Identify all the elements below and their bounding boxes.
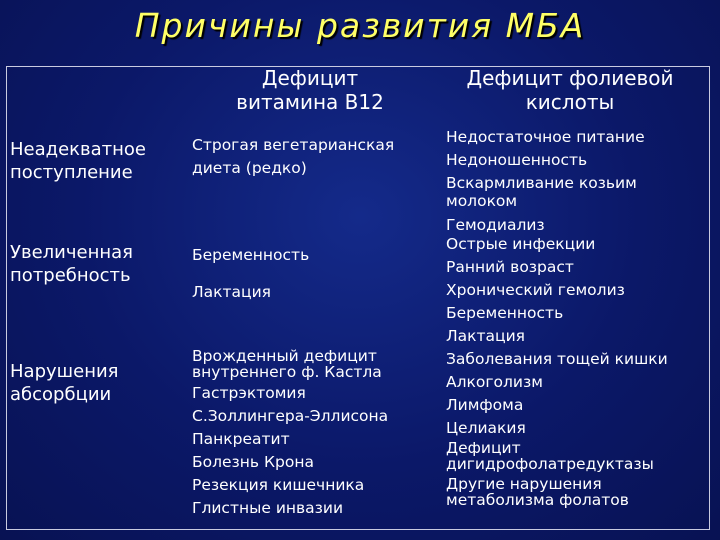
header-folate-line1: Дефицит фолиевой xyxy=(466,66,674,90)
cell-item: С.Золлингера-Эллисона xyxy=(192,407,389,425)
cell-item: Ранний возраст xyxy=(446,258,574,276)
cell-item: метаболизма фолатов xyxy=(446,491,629,509)
cell-item: Острые инфекции xyxy=(446,235,596,253)
row-label-increased-demand xyxy=(10,241,190,287)
cell-item: Другие нарушения xyxy=(446,475,602,493)
cell-item: Недоношенность xyxy=(446,151,588,169)
cell-item: Вскармливание козьим xyxy=(446,174,637,192)
cell-item: Алкоголизм xyxy=(446,373,543,391)
header-b12-line1: Дефицит xyxy=(261,66,359,90)
cell-item: диета (редко) xyxy=(192,159,307,177)
cell-b12-absorption-disorders xyxy=(192,348,432,520)
cell-item: Беременность xyxy=(446,304,564,322)
cell-folate-increased-demand xyxy=(446,233,714,348)
cell-item: внутреннего ф. Кастла xyxy=(192,363,382,381)
cell-item: Резекция кишечника xyxy=(192,476,365,494)
cell-b12-inadequate-intake xyxy=(192,134,432,180)
header-b12-deficiency xyxy=(190,66,430,114)
cell-item: Целиакия xyxy=(446,419,526,437)
row-label-line1: Нарушения xyxy=(10,361,119,382)
cell-item: молоком xyxy=(446,192,518,210)
page-title: Причины развития МБА xyxy=(134,6,586,45)
cell-item: Беременность xyxy=(192,246,310,264)
row-label-line2: абсорбции xyxy=(10,384,112,405)
cell-folate-inadequate-intake xyxy=(446,126,714,237)
row-label-inadequate-intake xyxy=(10,138,190,184)
cell-item: Гастрэктомия xyxy=(192,384,306,402)
header-folate-deficiency xyxy=(430,66,710,114)
row-label-line1: Неадекватное xyxy=(10,139,147,160)
cell-item: Врожденный дефицит xyxy=(192,347,377,365)
cell-item: Недостаточное питание xyxy=(446,128,645,146)
cell-item: Хронический гемолиз xyxy=(446,281,625,299)
cell-folate-absorption-disorders xyxy=(446,348,714,508)
row-label-line1: Увеличенная xyxy=(10,242,133,263)
cell-item: Лимфома xyxy=(446,396,524,414)
cell-b12-increased-demand xyxy=(192,244,432,304)
row-label-line2: поступление xyxy=(10,162,133,183)
cell-item: Дефицит xyxy=(446,439,521,457)
header-b12-line2: витамина В12 xyxy=(236,90,384,114)
cell-item: Строгая вегетарианская xyxy=(192,136,395,154)
cell-item: Глистные инвазии xyxy=(192,499,344,517)
cell-item: Лактация xyxy=(192,283,271,301)
header-folate-line2: кислоты xyxy=(525,90,615,114)
cell-item: Лактация xyxy=(446,327,525,345)
cell-item: Панкреатит xyxy=(192,430,290,448)
cell-item: Гемодиализ xyxy=(446,216,545,234)
cell-item: Болезнь Крона xyxy=(192,453,314,471)
row-label-absorption-disorders xyxy=(10,360,190,406)
cell-item: дигидрофолатредуктазы xyxy=(446,455,654,473)
cell-item: Заболевания тощей кишки xyxy=(446,350,668,368)
row-label-line2: потребность xyxy=(10,265,131,286)
